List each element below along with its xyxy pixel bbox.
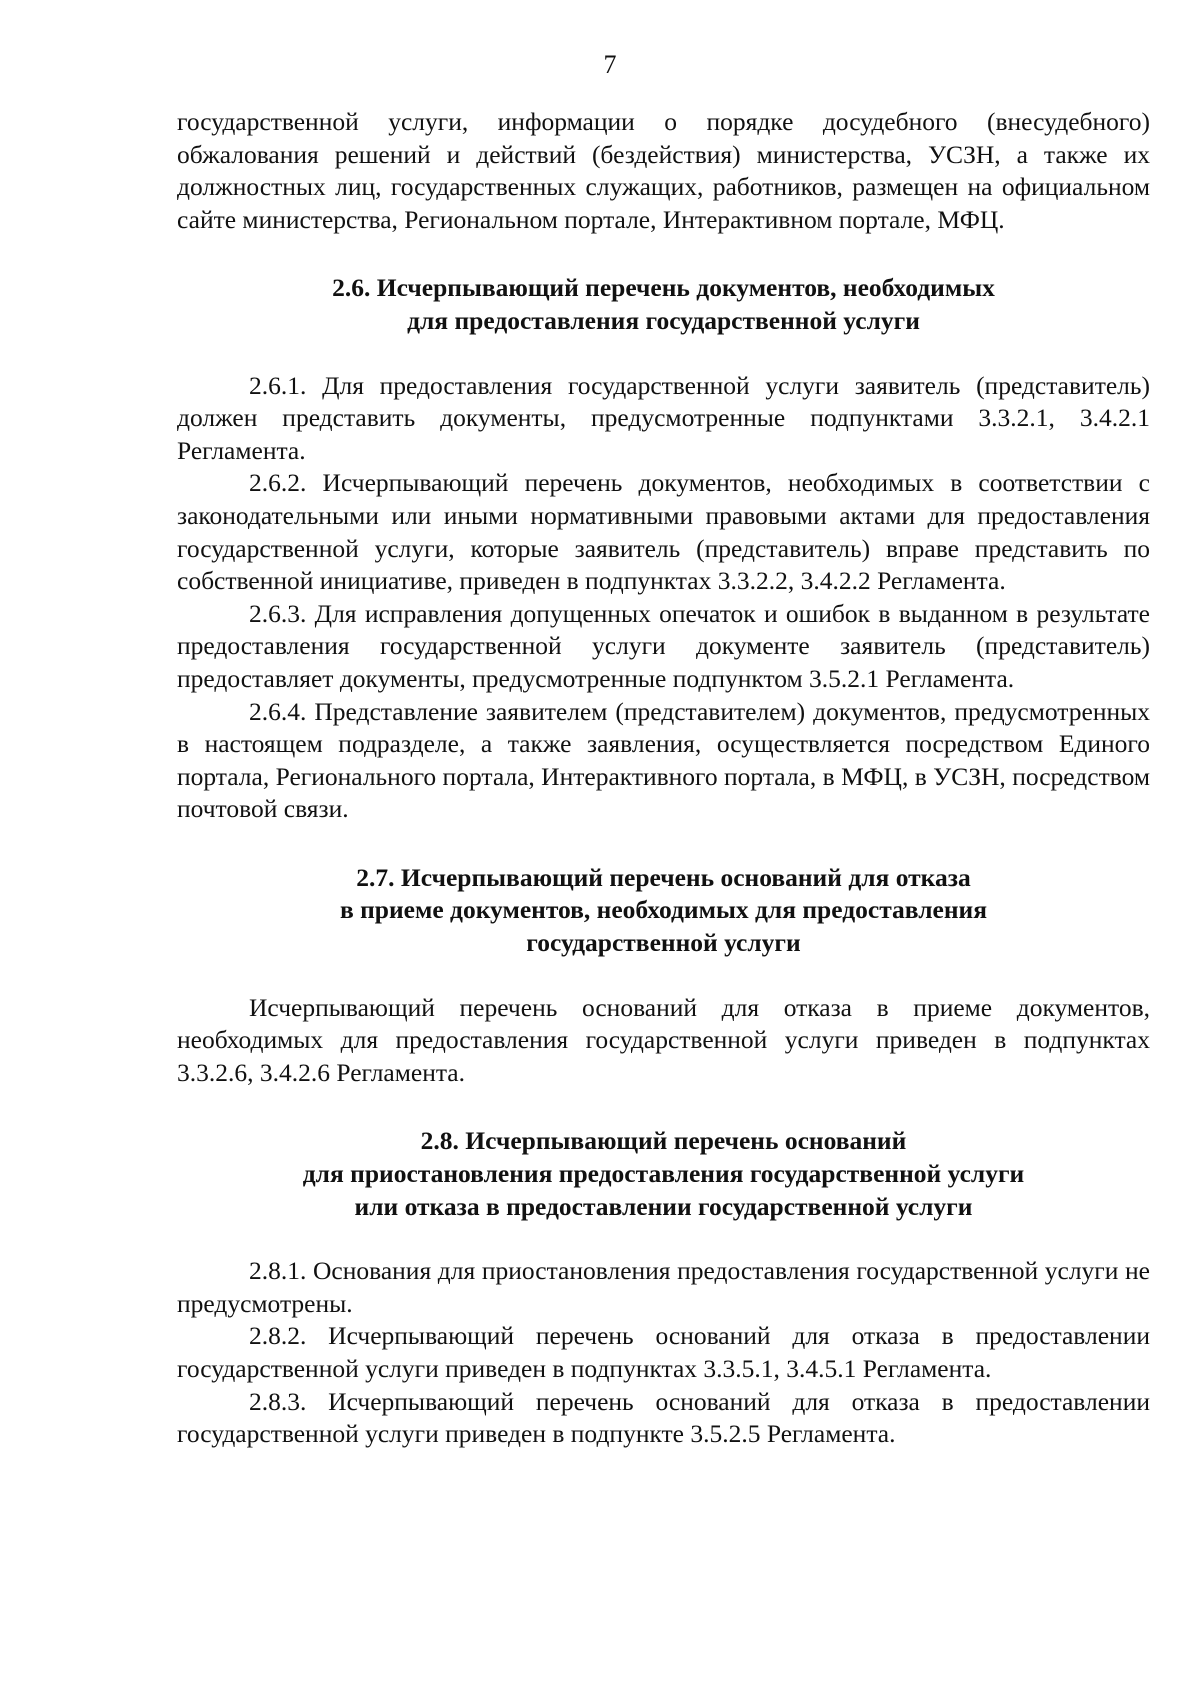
page-number: 7 [603,50,617,79]
paragraph-2-6-4: 2.6.4. Представление заявителем (представителем) документов, предусмотренных в настоящем подразделе, а также заявления, осуществляется посредством Единого портала, Регионального портала, Интерактивного портала, в МФЦ, в УСЗН, посредством почтовой связи. [177,696,1150,824]
section-heading-2-6 [177,272,1150,337]
paragraph-2-7: Исчерпывающий перечень оснований для отказа в приеме документов, необходимых для предоставления государственной услуги приведен в подпунктах 3.3.2.6, 3.4.2.6 Регламента. [177,992,1150,1087]
paragraph-2-6-2: 2.6.2. Исчерпывающий перечень документов, необходимых в соответствии с законодательными или иными нормативными правовыми актами для предоставления государственной услуги, которые заявитель (представитель) вправе представить по собственной инициативе, приведен в подпунктах 3.3.2.2, 3.4.2.2 Регламента. [177,468,1150,596]
paragraph-2-6-1: 2.6.1. Для предоставления государственной услуги заявитель (представитель) должен представить документы, предусмотренные подпунктами 3.3.2.1, 3.4.2.1 Регламента. [177,370,1150,465]
heading-line: для предоставления государственной услуги [407,305,920,335]
heading-line: 2.8. Исчерпывающий перечень оснований [420,1126,907,1156]
heading-line: в приеме документов, необходимых для предоставления [339,895,988,925]
heading-line: или отказа в предоставлении государственной услуги [354,1191,973,1221]
section-heading-2-8 [177,1125,1150,1223]
intro-paragraph: государственной услуги, информации о порядке досудебного (внесудебного) обжалования решений и действий (бездействия) министерства, УСЗН, а также их должностных лиц, государственных служащих, работников, размещен на официальном сайте министерства, Региональном портале, Интерактивном портале, МФЦ. [177,107,1150,234]
page-content [177,106,1150,1451]
heading-line: для приостановления предоставления государственной услуги [302,1159,1025,1189]
heading-line: государственной услуги [526,928,801,958]
section-heading-2-7 [177,862,1150,960]
heading-line: 2.7. Исчерпывающий перечень оснований для отказа [356,862,971,892]
paragraph-2-8-1: 2.8.1. Основания для приостановления предоставления государственной услуги не предусмотрены. [177,1256,1150,1318]
paragraph-2-8-2: 2.8.2. Исчерпывающий перечень оснований для отказа в предоставлении государственной услуги приведен в подпунктах 3.3.5.1, 3.4.5.1 Регламента. [177,1321,1150,1383]
paragraph-2-8-3: 2.8.3. Исчерпывающий перечень оснований для отказа в предоставлении государственной услуги приведен в подпункте 3.5.2.5 Регламента. [177,1386,1150,1449]
paragraph-2-6-3: 2.6.3. Для исправления допущенных опечаток и ошибок в выданном в результате предоставления государственной услуги документе заявитель (представитель) предоставляет документы, предусмотренные подпунктом 3.5.2.1 Регламента. [177,598,1150,693]
heading-line: 2.6. Исчерпывающий перечень документов, необходимых [332,273,995,303]
